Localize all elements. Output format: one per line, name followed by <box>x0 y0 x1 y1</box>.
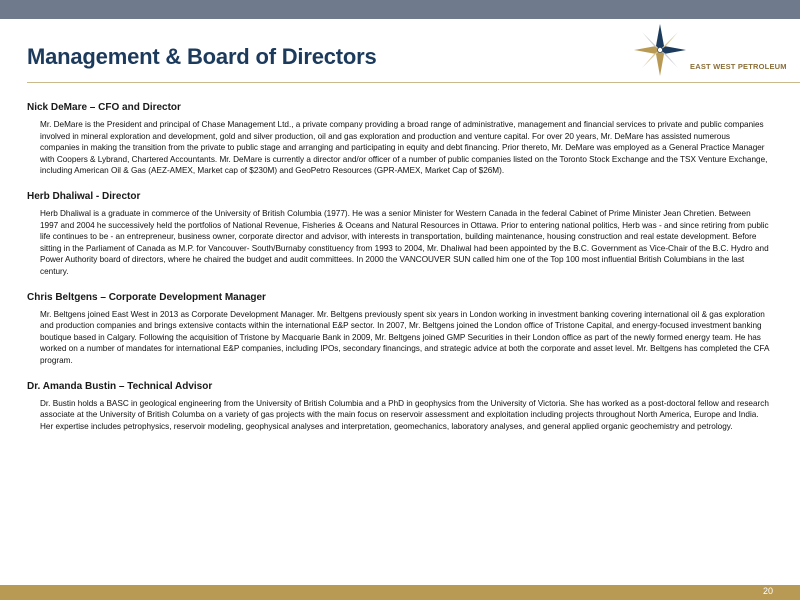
page-number: 20 <box>762 586 773 596</box>
person-entry <box>27 380 769 433</box>
person-entry <box>27 291 769 367</box>
person-name: Chris Beltgens – Corporate Development Manager <box>27 291 266 303</box>
person-bio: Mr. Beltgens joined East West in 2013 as Corporate Development Manager. Mr. Beltgens previously spent six years in London working in investment banking covering international oil & gas exploration and production companies and brings extensive contacts within the international E&P sector. In 2007, Mr. Beltgens joined the London office of Tristone Capital, and energy-focused investment banking boutique based in Calgary. Following the acquisition of Tristone by Macquarie Bank in 2009, Mr. Beltgens joined GMP Securities in their London office as part of the newly formed energy team. He has worked on a number of mandates for international E&P companies, including IPOs, secondary financings, and strategic advice at both the corporate and asset level. Mr. Beltgens has completed the CFA program. <box>40 309 769 365</box>
title-divider <box>27 82 800 83</box>
directors-list <box>27 101 769 445</box>
person-bio: Dr. Bustin holds a BASC in geological engineering from the University of British Columbia and a PhD in geophysics from the University of Victoria. She has worked as a post-doctoral fellow and research associate at the University of British Columba on a variety of gas projects with the main focus on reservoir assessment and exploitation including projects throughout North America, Europe and India. Her expertise includes petrophysics, reservoir modeling, geophysical analyses and interpretation, geomechanics, laboratory analyses, and general applied organic geochemistry and petrology. <box>40 398 769 431</box>
person-entry <box>27 190 769 278</box>
footer-bar <box>0 585 800 600</box>
person-name: Herb Dhaliwal - Director <box>27 190 141 202</box>
person-name: Nick DeMare – CFO and Director <box>27 102 181 113</box>
page-title: Management & Board of Directors <box>27 44 377 69</box>
top-banner <box>0 0 800 19</box>
person-entry <box>27 101 769 177</box>
compass-star-icon <box>630 22 694 80</box>
person-bio: Mr. DeMare is the President and principal of Chase Management Ltd., a private company providing a broad range of administrative, management and financial services to private and public companies involved in mineral exploration and development, gold and silver production, oil and gas exploration and production and venture capital. For over 20 years, Mr. DeMare has assisted numerous companies in making the transition from the private to public stage and arranging and participating in equity and debt financing. Prior thereto, Mr. DeMare was employed as a General Practice Manager with Coopers & Lybrand, Chartered Accountants. Mr. DeMare is currently a director and/or officer of a number of public companies listed on the Toronto Stock Exchange and the TSX Venture Exchange, including American Oil & Gas (AEZ-AMEX, Market cap of $230M) and GeoPetro Resources (GPR-AMEX, Market Cap of $26M). <box>40 120 768 176</box>
logo-wordmark: EAST WEST PETROLEUM <box>690 62 787 71</box>
company-logo <box>630 22 790 80</box>
person-bio: Herb Dhaliwal is a graduate in commerce of the University of British Columbia (1977). He was a senior Minister for Western Canada in the federal Cabinet of Prime Minister Jean Chretien. Between 1997 and 2004 he successively held the portfolios of National Revenue, Fisheries & Oceans and Natural Resources in Ottawa. Prior to entering national politics, Herb was - and since retiring from public life continues to be - an entrepreneur, business owner, corporate director and advisor, with interests in transportation, building maintenance, housing construction and real estate development. Before sitting in the Parliament of Canada as M.P. for Vancouver- South/Burnaby constituency from 1993 to 2004, Mr. Dhaliwal had been appointed by the B.C. Government as Vice-Chair of the B.C. Hydro and Power Authority board of directors, where he chaired the budget and audit committees. In 2000 the VANCOUVER SUN called him one of the Top 100 most influential British Columbians in the last century. <box>40 208 769 276</box>
person-name: Dr. Amanda Bustin – Technical Advisor <box>27 380 213 392</box>
